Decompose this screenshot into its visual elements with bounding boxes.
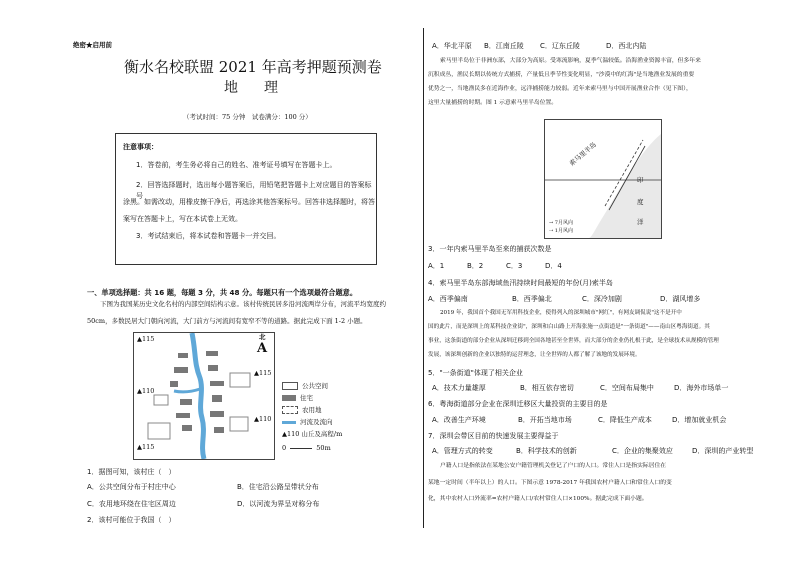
notice-item: 3．考试结束后，将本试卷和答题卡一并交回。 <box>136 232 281 240</box>
wind-legend-jan: ⇢ 1月风向 <box>549 228 573 234</box>
notice-title: 注意事项： <box>123 143 158 151</box>
ocean-label: 洋 <box>637 218 644 226</box>
wind-legend-label: 7月风向 <box>554 220 573 226</box>
intro-line: 下图为我国某历史文化名村的内部空间结构示意。该村传统民居多沿河流两岸分布，河流平均宽度约 <box>100 300 386 308</box>
question-1: 1．据图可知，该村庄（ ） <box>87 468 176 476</box>
legend-label: 河流及流向 <box>300 418 333 426</box>
q2-option-a[interactable]: A．华北平原 <box>432 42 472 50</box>
q7-option-c[interactable]: C．企业的集聚效应 <box>612 447 673 455</box>
q1-option-c[interactable]: C．农用地环绕在住宅区周边 <box>87 500 176 508</box>
q1-option-b[interactable]: B．住宅沿公路呈带状分布 <box>237 483 319 491</box>
passage-line: 优势之一，当地渔民多在近海作业，远洋捕捞能力较弱。近年来索马里与中国开展渔业合作（见下图）， <box>428 86 692 92</box>
q3-option-d[interactable]: D．4 <box>545 262 562 270</box>
q5-option-c[interactable]: C．空间布局集中 <box>600 384 654 392</box>
q3-option-c[interactable]: C．3 <box>506 262 523 270</box>
q1-option-d[interactable]: D．以河流为界呈对称分布 <box>237 500 320 508</box>
q4-option-a[interactable]: A．西季偏南 <box>428 295 468 303</box>
scale-end: 50m <box>316 444 331 452</box>
passage-line: 化，其中农村人口外流率=农村户籍人口/农村常住人口×100%。据此完成下面小题。 <box>428 496 648 502</box>
ocean-label: 印 <box>637 176 644 184</box>
passage-line: 2019 年，我国首个我国无军用科技企业，使得列入的深圳城市"网红"，有网友调侃说"这不是开中 <box>440 310 682 316</box>
wind-legend-july: → 7月风向 <box>549 220 573 226</box>
section-heading: 一、单项选择题：共 16 题，每题 3 分，共 48 分。每题只有一个选项最符合题意。 <box>87 288 358 297</box>
notice-item: 涂黑。如需改动，用橡皮擦干净后，再选涂其他答案标号。回答非选择题时，将答 <box>123 198 375 206</box>
subject-title: 地 理 <box>224 80 284 96</box>
q2-option-b[interactable]: B．江南丘陵 <box>484 42 524 50</box>
passage-line: 户籍人口是指依法在某地公安户籍管理机关登记了户口的人口。常住人口是指实际居住在 <box>440 463 667 469</box>
q5-option-b[interactable]: B．相互依存密切 <box>520 384 574 392</box>
passage-line: 国的此片，而是深圳上的某科技企业街"，深圳和白山路上开海张施一点街道是"一条街道"——南山区粤海街道。其 <box>428 324 710 330</box>
question-5: 5．"一条街道"体现了相关企业 <box>428 369 523 377</box>
notice-box <box>115 133 377 265</box>
north-label: 北 <box>259 333 266 341</box>
notice-item: 2．回答选择题时，选出每小题答案后，用铅笔把答题卡上对应题目的答案标号 <box>136 181 372 200</box>
village-map-graphic <box>134 333 274 459</box>
passage-line: 发展，该深圳创新的企业以独特的运营理念，让全世界的人都了解了该地的发展环境。 <box>428 352 641 358</box>
secret-label: 绝密★启用前 <box>73 41 112 49</box>
q6-option-d[interactable]: D．增加就业机会 <box>672 416 727 424</box>
passage-line: 沉积成丛，渔民长期以传统方式捕捞，产量低且季节性变化明显，"沙漠中的红海"是当地渔业发展的重要 <box>428 72 695 78</box>
column-divider <box>423 28 424 528</box>
north-arrow-icon: A <box>257 341 268 356</box>
legend-label: 山丘及高程/m <box>301 430 343 438</box>
legend-label: 农用地 <box>302 406 322 414</box>
elevation-label: ▲110 <box>137 387 155 395</box>
q7-option-b[interactable]: B．科学技术的创新 <box>516 447 577 455</box>
passage-line: 这里大量捕捞的时期。图 1 示意索马里半岛位置。 <box>428 100 558 106</box>
legend-housing <box>282 393 313 402</box>
q3-option-a[interactable]: A．1 <box>428 262 445 270</box>
q6-option-a[interactable]: A．改善生产环境 <box>432 416 486 424</box>
elevation-label: ▲110 <box>254 415 272 423</box>
q4-option-c[interactable]: C．深冷加剧 <box>582 295 622 303</box>
q4-option-b[interactable]: B．西季偏北 <box>512 295 552 303</box>
q7-option-a[interactable]: A．管理方式的转变 <box>432 447 493 455</box>
passage-line: 索马里半岛位于非洲东部，大部分为高原。受寒流影响，夏季气温较低。沿海渔业资源丰富，但多年来 <box>440 58 701 64</box>
exam-info: （考试时间：75 分钟 试卷满分：100 分） <box>183 113 312 121</box>
legend-label: 公共空间 <box>302 382 328 390</box>
scale-bar <box>282 444 331 453</box>
legend-label: 住宅 <box>300 394 313 402</box>
legend-river <box>282 417 333 426</box>
question-2: 2．该村可能位于我国（ ） <box>87 516 176 524</box>
elevation-label: ▲115 <box>254 369 272 377</box>
wind-legend-label: 1月风向 <box>554 228 573 234</box>
ocean-label: 度 <box>637 198 644 206</box>
q5-option-d[interactable]: D．海外市场单一 <box>674 384 729 392</box>
q1-option-a[interactable]: A．公共空间分布于村庄中心 <box>87 483 176 491</box>
scale-zero: 0 <box>282 444 287 452</box>
q4-option-d[interactable]: D．湖风增多 <box>660 295 701 303</box>
question-3: 3．一年内索马里半岛至来的捕获次数是 <box>428 245 552 253</box>
intro-line: 50cm，多数民居大门朝向河流，大门前方与河流间有宽窄不等的道路。据此完成下面 1-2 小题。 <box>87 317 367 325</box>
peninsula-label: 索马里半岛 <box>567 140 598 168</box>
q2-option-c[interactable]: C．辽东丘陵 <box>540 42 580 50</box>
q6-option-b[interactable]: B．开拓当地市场 <box>518 416 572 424</box>
somalia-map <box>544 119 662 239</box>
elevation-label: ▲115 <box>137 443 155 451</box>
notice-item: 案写在答题卡上，写在本试卷上无效。 <box>123 215 242 223</box>
q7-option-d[interactable]: D．深圳的产业转型 <box>692 447 754 455</box>
q2-option-d[interactable]: D．西北内陆 <box>606 42 647 50</box>
question-7: 7．深圳会带区目前的快速发展主要得益于 <box>428 432 559 440</box>
passage-line: 事业，这条街道的部分企业从深圳迁移到全国各地甚至全世界，而大部分的企业仍扎根于此，是全球技术从规模的管理 <box>428 338 719 344</box>
q3-option-b[interactable]: B．2 <box>467 262 484 270</box>
q6-option-c[interactable]: C．降低生产成本 <box>598 416 652 424</box>
legend-hill: ▲110 山丘及高程/m <box>282 430 343 438</box>
question-6: 6．粤海街道部分企业在深圳迁移区大量投资的主要目的是 <box>428 400 608 408</box>
exam-title: 衡水名校联盟 2021 年高考押题预测卷 <box>124 58 382 76</box>
question-4: 4．索马里半岛东部海域鱼汛持续时间最短的年份(月)索半岛 <box>428 279 613 287</box>
elevation-label: ▲115 <box>137 335 155 343</box>
village-map <box>133 332 275 460</box>
notice-item: 1．答卷前，考生务必将自己的姓名、准考证号填写在答题卡上。 <box>136 161 337 169</box>
passage-line: 某地一定时间（半年以上）的人口。下图示意 1978-2017 年我国农村户籍人口和常住人口的变 <box>428 480 672 486</box>
legend-farmland <box>282 405 322 414</box>
q5-option-a[interactable]: A．技术力量雄厚 <box>432 384 486 392</box>
legend-public <box>282 381 328 390</box>
